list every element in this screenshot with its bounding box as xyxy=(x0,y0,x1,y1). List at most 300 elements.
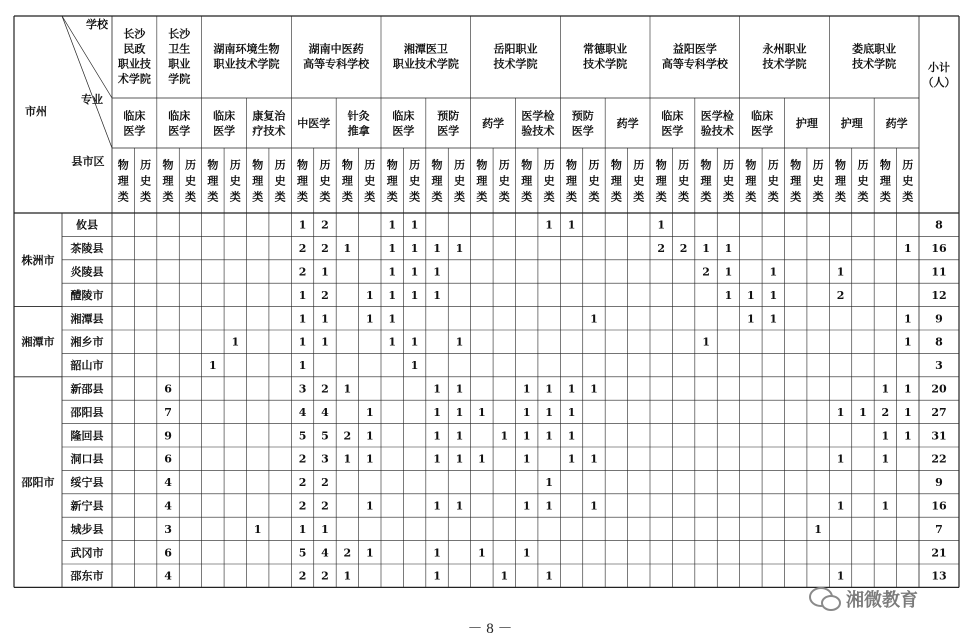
major-name: 医学 xyxy=(213,124,236,138)
data-cell: 1 xyxy=(433,242,441,256)
school-name: 娄底职业 xyxy=(852,42,897,56)
school-name: 学院 xyxy=(168,72,191,86)
major-name: 医学 xyxy=(437,124,460,138)
corner-diagonal xyxy=(62,16,112,148)
data-cell: 2 xyxy=(298,242,307,256)
subject-label: 理 xyxy=(207,174,219,188)
major-name: 验技术 xyxy=(700,124,734,138)
county-name: 攸县 xyxy=(76,218,98,232)
data-cell: 1 xyxy=(881,452,890,466)
subject-label: 类 xyxy=(341,190,353,204)
data-cell: 1 xyxy=(455,405,464,419)
data-cell: 1 xyxy=(388,265,397,279)
row-total: 31 xyxy=(931,429,947,443)
data-cell: 1 xyxy=(433,429,441,443)
corner-major-label: 专业 xyxy=(81,93,103,106)
subject-label: 史 xyxy=(812,174,824,188)
major-name: 医学 xyxy=(751,124,774,138)
watermark-text: 湘微教育 xyxy=(846,590,918,611)
subject-label: 理 xyxy=(386,174,398,188)
data-cell: 1 xyxy=(365,499,374,513)
data-cell: 1 xyxy=(590,452,598,466)
data-cell: 1 xyxy=(478,546,486,560)
data-cell: 6 xyxy=(164,546,172,560)
data-cell: 1 xyxy=(321,312,329,326)
subject-label: 史 xyxy=(678,174,690,188)
data-cell: 2 xyxy=(657,242,666,256)
data-cell: 1 xyxy=(881,499,890,513)
school-name: 长沙 xyxy=(123,27,146,41)
subject-label: 物 xyxy=(790,158,802,172)
data-cell: 1 xyxy=(522,382,531,396)
major-name: 临床 xyxy=(123,109,146,123)
data-cell: 1 xyxy=(433,288,441,302)
corner-school-label: 学校 xyxy=(86,18,108,31)
data-cell: 1 xyxy=(859,405,867,419)
subject-label: 物 xyxy=(297,158,309,172)
major-name: 医学检 xyxy=(700,109,734,123)
subject-label: 物 xyxy=(341,158,353,172)
subject-label: 类 xyxy=(722,190,734,204)
data-cell: 1 xyxy=(433,265,441,279)
data-cell: 1 xyxy=(724,242,733,256)
data-cell: 1 xyxy=(343,569,352,583)
data-cell: 1 xyxy=(903,242,912,256)
subject-label: 历 xyxy=(274,158,286,172)
data-cell: 1 xyxy=(567,218,576,232)
total-header: 小计 xyxy=(928,61,950,74)
major-name: 医学 xyxy=(168,124,191,138)
county-name: 城步县 xyxy=(70,522,104,536)
subject-label: 理 xyxy=(835,174,847,188)
row-total: 27 xyxy=(931,405,947,419)
data-cell: 1 xyxy=(343,242,352,256)
data-cell: 2 xyxy=(836,288,845,302)
subject-label: 史 xyxy=(588,174,600,188)
subject-label: 理 xyxy=(162,174,174,188)
school-name: 技术学院 xyxy=(852,57,897,71)
county-name: 醴陵市 xyxy=(70,288,104,302)
subject-label: 类 xyxy=(140,190,152,204)
data-cell: 9 xyxy=(164,429,172,443)
subject-label: 类 xyxy=(857,190,869,204)
county-name: 韶山市 xyxy=(70,359,104,373)
subject-label: 理 xyxy=(117,174,129,188)
data-cell: 1 xyxy=(881,429,890,443)
watermark xyxy=(810,588,918,611)
subject-label: 类 xyxy=(767,190,779,204)
city-name: 株洲市 xyxy=(21,253,55,267)
data-cell: 2 xyxy=(321,288,329,302)
school-name: 职业技术学院 xyxy=(213,57,280,71)
subject-label: 物 xyxy=(610,158,622,172)
subject-label: 类 xyxy=(162,190,174,204)
data-cell: 2 xyxy=(321,218,329,232)
subject-label: 物 xyxy=(879,158,891,172)
subject-label: 理 xyxy=(476,174,488,188)
data-cell: 1 xyxy=(903,382,912,396)
data-cell: 1 xyxy=(522,452,531,466)
data-cell: 1 xyxy=(702,335,710,349)
school-name: 术学院 xyxy=(117,72,151,86)
subject-label: 物 xyxy=(655,158,667,172)
data-cell: 1 xyxy=(522,429,531,443)
major-name: 医学 xyxy=(571,124,594,138)
subject-label: 物 xyxy=(117,158,129,172)
data-cell: 1 xyxy=(365,312,374,326)
subject-label: 类 xyxy=(678,190,690,204)
row-total: 16 xyxy=(931,499,947,513)
data-cell: 1 xyxy=(567,452,576,466)
subject-label: 历 xyxy=(857,158,869,172)
subject-label: 理 xyxy=(252,174,264,188)
subject-label: 历 xyxy=(543,158,555,172)
subject-label: 类 xyxy=(184,190,196,204)
major-name: 临床 xyxy=(392,109,415,123)
subject-label: 历 xyxy=(678,158,690,172)
county-name: 武冈市 xyxy=(70,546,104,560)
subject-label: 理 xyxy=(431,174,443,188)
major-name: 护理 xyxy=(840,117,863,130)
subject-label: 史 xyxy=(543,174,555,188)
data-cell: 1 xyxy=(343,452,352,466)
data-cell: 4 xyxy=(298,405,307,419)
data-cell: 2 xyxy=(298,569,307,583)
data-cell: 1 xyxy=(657,218,666,232)
data-cell: 1 xyxy=(298,359,307,373)
data-cell: 2 xyxy=(321,569,329,583)
major-name: 疗技术 xyxy=(252,124,286,138)
subject-label: 类 xyxy=(409,190,421,204)
data-cell: 2 xyxy=(343,429,352,443)
subject-label: 理 xyxy=(610,174,622,188)
subject-label: 物 xyxy=(431,158,443,172)
subject-label: 类 xyxy=(835,190,847,204)
subject-label: 物 xyxy=(700,158,712,172)
subject-label: 历 xyxy=(140,158,152,172)
data-cell: 1 xyxy=(567,429,576,443)
data-cell: 1 xyxy=(903,429,912,443)
data-cell: 1 xyxy=(903,405,912,419)
data-cell: 1 xyxy=(545,382,553,396)
data-cell: 4 xyxy=(164,569,172,583)
row-total: 21 xyxy=(931,546,947,560)
school-name: 岳阳职业 xyxy=(493,42,538,56)
school-name: 长沙 xyxy=(168,27,191,41)
subject-label: 类 xyxy=(566,190,578,204)
school-name: 职业 xyxy=(168,57,191,71)
subject-label: 类 xyxy=(319,190,331,204)
corner-county-label: 县市区 xyxy=(71,155,105,168)
data-cell: 2 xyxy=(679,242,688,256)
data-cell: 5 xyxy=(321,429,329,443)
subject-label: 历 xyxy=(722,158,734,172)
data-cell: 2 xyxy=(298,452,307,466)
data-cell: 1 xyxy=(590,499,598,513)
major-name: 验技术 xyxy=(521,124,555,138)
subject-label: 史 xyxy=(140,174,152,188)
data-cell: 1 xyxy=(590,312,598,326)
subject-label: 类 xyxy=(588,190,600,204)
data-cell: 1 xyxy=(478,452,486,466)
county-name: 邵东市 xyxy=(70,569,104,583)
data-cell: 1 xyxy=(388,242,397,256)
data-cell: 1 xyxy=(903,312,912,326)
data-cell: 3 xyxy=(321,452,329,466)
subject-label: 理 xyxy=(745,174,757,188)
row-total: 16 xyxy=(931,242,947,256)
data-cell: 7 xyxy=(164,405,172,419)
row-total: 3 xyxy=(935,359,943,373)
major-name: 药学 xyxy=(482,117,505,130)
data-cell: 1 xyxy=(231,335,240,349)
subject-label: 史 xyxy=(229,174,241,188)
data-cell: 1 xyxy=(455,335,464,349)
county-name: 湘潭县 xyxy=(70,312,104,326)
subject-label: 理 xyxy=(341,174,353,188)
subject-label: 类 xyxy=(610,190,622,204)
data-cell: 1 xyxy=(590,382,598,396)
school-name: 湖南中医药 xyxy=(308,42,364,56)
data-cell: 1 xyxy=(836,265,845,279)
data-cell: 1 xyxy=(545,405,553,419)
county-name: 隆回县 xyxy=(70,429,104,443)
school-name: 技术学院 xyxy=(762,57,807,71)
data-cell: 1 xyxy=(365,405,374,419)
subject-label: 史 xyxy=(722,174,734,188)
row-total: 8 xyxy=(935,218,943,232)
data-cell: 1 xyxy=(410,218,419,232)
data-cell: 5 xyxy=(298,546,307,560)
major-name: 推拿 xyxy=(347,124,370,138)
subject-label: 类 xyxy=(274,190,286,204)
data-cell: 1 xyxy=(455,452,464,466)
county-name: 茶陵县 xyxy=(70,242,104,256)
data-cell: 1 xyxy=(702,242,710,256)
data-cell: 4 xyxy=(321,405,329,419)
data-cell: 2 xyxy=(881,405,890,419)
major-name: 预防 xyxy=(571,109,594,123)
major-name: 中医学 xyxy=(297,117,331,130)
school-name: 卫生 xyxy=(168,42,191,56)
data-cell: 1 xyxy=(769,288,778,302)
data-cell: 1 xyxy=(433,382,441,396)
row-total: 11 xyxy=(931,265,947,279)
row-total: 12 xyxy=(931,288,947,302)
major-name: 临床 xyxy=(661,109,684,123)
data-cell: 1 xyxy=(455,382,464,396)
data-cell: 1 xyxy=(343,382,352,396)
subject-label: 历 xyxy=(184,158,196,172)
subject-label: 类 xyxy=(297,190,309,204)
subject-label: 物 xyxy=(252,158,264,172)
data-cell: 1 xyxy=(388,218,397,232)
data-cell: 2 xyxy=(321,382,329,396)
data-cell: 6 xyxy=(164,452,172,466)
subject-label: 史 xyxy=(767,174,779,188)
subject-label: 类 xyxy=(229,190,241,204)
subject-label: 类 xyxy=(879,190,891,204)
data-cell: 1 xyxy=(410,265,419,279)
data-cell: 1 xyxy=(433,405,441,419)
data-cell: 1 xyxy=(388,288,397,302)
data-cell: 1 xyxy=(545,218,553,232)
row-total: 13 xyxy=(931,569,947,583)
major-name: 临床 xyxy=(168,109,191,123)
subject-label: 物 xyxy=(386,158,398,172)
data-cell: 1 xyxy=(410,335,419,349)
row-total: 7 xyxy=(935,522,943,536)
data-cell: 1 xyxy=(455,242,464,256)
page-number: － 8 － xyxy=(467,621,513,637)
data-cell: 1 xyxy=(881,382,890,396)
major-name: 医学 xyxy=(392,124,415,138)
major-name: 预防 xyxy=(437,109,460,123)
data-cell: 2 xyxy=(298,265,307,279)
data-cell: 1 xyxy=(903,335,912,349)
data-cell: 1 xyxy=(209,359,217,373)
school-name: 湘潭医卫 xyxy=(403,42,448,56)
subject-label: 类 xyxy=(521,190,533,204)
subject-label: 类 xyxy=(745,190,757,204)
county-name: 湘乡市 xyxy=(70,335,104,349)
data-cell: 1 xyxy=(522,546,531,560)
subject-label: 历 xyxy=(633,158,645,172)
data-cell: 1 xyxy=(433,452,441,466)
subject-label: 历 xyxy=(767,158,779,172)
data-cell: 1 xyxy=(814,522,822,536)
subject-label: 理 xyxy=(879,174,891,188)
row-total: 9 xyxy=(935,312,943,326)
subject-label: 史 xyxy=(274,174,286,188)
data-cell: 1 xyxy=(433,499,441,513)
subject-label: 历 xyxy=(812,158,824,172)
data-cell: 1 xyxy=(253,522,262,536)
corner-city-label: 市州 xyxy=(25,105,47,118)
school-name: 益阳医学 xyxy=(672,42,717,56)
data-cell: 1 xyxy=(455,499,464,513)
subject-label: 物 xyxy=(162,158,174,172)
subject-label: 理 xyxy=(790,174,802,188)
subject-label: 史 xyxy=(319,174,331,188)
data-cell: 1 xyxy=(545,569,553,583)
subject-label: 历 xyxy=(453,158,465,172)
subject-label: 类 xyxy=(117,190,129,204)
school-name: 职业技术学院 xyxy=(392,57,459,71)
data-cell: 1 xyxy=(321,335,329,349)
data-cell: 1 xyxy=(388,335,397,349)
major-name: 临床 xyxy=(751,109,774,123)
data-cell: 1 xyxy=(522,405,531,419)
subject-label: 类 xyxy=(790,190,802,204)
data-cell: 2 xyxy=(321,499,329,513)
subject-label: 类 xyxy=(476,190,488,204)
school-name: 技术学院 xyxy=(493,57,538,71)
table-grid xyxy=(14,16,959,587)
subject-label: 类 xyxy=(812,190,824,204)
county-name: 洞口县 xyxy=(70,452,104,466)
school-name: 常德职业 xyxy=(583,42,628,56)
data-cell: 1 xyxy=(321,522,329,536)
subject-label: 史 xyxy=(184,174,196,188)
data-cell: 1 xyxy=(747,288,755,302)
subject-label: 类 xyxy=(498,190,510,204)
data-cell: 1 xyxy=(410,359,419,373)
data-cell: 1 xyxy=(365,288,374,302)
school-name: 职业技 xyxy=(117,57,151,71)
data-cell: 1 xyxy=(365,546,374,560)
subject-label: 物 xyxy=(207,158,219,172)
subject-label: 类 xyxy=(453,190,465,204)
data-cell: 1 xyxy=(388,312,397,326)
data-cell: 1 xyxy=(836,405,845,419)
subject-label: 历 xyxy=(409,158,421,172)
data-cell: 1 xyxy=(500,429,509,443)
county-name: 邵阳县 xyxy=(70,405,104,419)
subject-label: 史 xyxy=(902,174,914,188)
major-name: 药学 xyxy=(616,117,639,130)
data-cell: 1 xyxy=(836,452,845,466)
total-header: （人） xyxy=(922,76,956,89)
data-cell: 1 xyxy=(365,429,374,443)
data-cell: 1 xyxy=(545,429,553,443)
county-name: 新宁县 xyxy=(70,499,104,513)
school-name: 永州职业 xyxy=(762,42,807,56)
data-cell: 4 xyxy=(321,546,329,560)
subject-label: 类 xyxy=(902,190,914,204)
subject-label: 理 xyxy=(655,174,667,188)
major-name: 医学 xyxy=(661,124,684,138)
data-cell: 1 xyxy=(724,288,733,302)
data-cell: 1 xyxy=(545,476,553,490)
data-cell: 2 xyxy=(321,476,329,490)
major-name: 针灸 xyxy=(347,109,370,123)
data-cell: 1 xyxy=(410,288,419,302)
data-cell: 4 xyxy=(164,476,172,490)
data-cell: 1 xyxy=(298,218,307,232)
county-name: 绥宁县 xyxy=(70,476,104,490)
subject-label: 历 xyxy=(902,158,914,172)
subject-label: 类 xyxy=(700,190,712,204)
data-cell: 2 xyxy=(343,546,352,560)
data-cell: 2 xyxy=(298,499,307,513)
school-name: 民政 xyxy=(123,42,146,56)
data-cell: 1 xyxy=(298,522,307,536)
data-cell: 1 xyxy=(298,288,307,302)
major-name: 医学 xyxy=(123,124,146,138)
subject-label: 物 xyxy=(745,158,757,172)
subject-label: 类 xyxy=(633,190,645,204)
data-cell: 3 xyxy=(298,382,307,396)
data-cell: 1 xyxy=(724,265,733,279)
subject-label: 史 xyxy=(498,174,510,188)
subject-label: 历 xyxy=(498,158,510,172)
subject-label: 历 xyxy=(229,158,241,172)
subject-label: 理 xyxy=(566,174,578,188)
subject-label: 历 xyxy=(364,158,376,172)
subject-label: 类 xyxy=(543,190,555,204)
data-cell: 1 xyxy=(769,265,778,279)
data-cell: 1 xyxy=(478,405,486,419)
subject-label: 物 xyxy=(835,158,847,172)
data-cell: 1 xyxy=(545,499,553,513)
data-cell: 2 xyxy=(298,476,307,490)
row-total: 8 xyxy=(935,335,943,349)
school-name: 高等专科学校 xyxy=(303,57,370,71)
subject-label: 理 xyxy=(700,174,712,188)
data-cell: 1 xyxy=(769,312,778,326)
subject-label: 类 xyxy=(431,190,443,204)
